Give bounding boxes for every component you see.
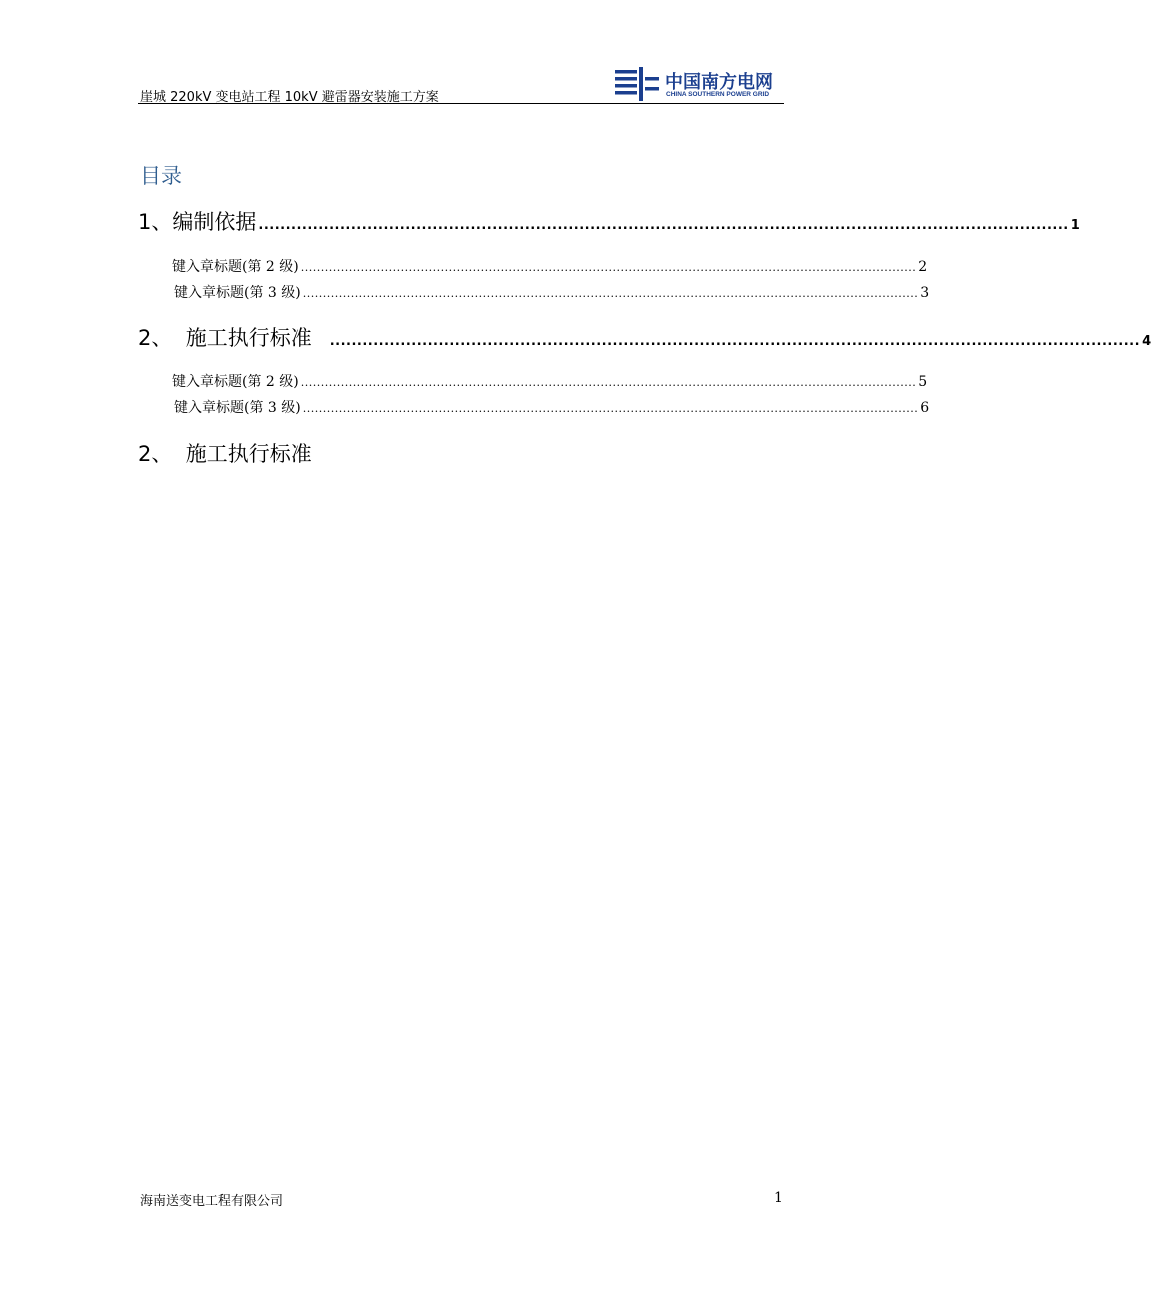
document-title: 崖城 220kV 变电站工程 10kV 避雷器安装施工方案 [140, 90, 439, 105]
toc-entry-page: 1 [1070, 218, 1080, 233]
toc-entry-page: 4 [1142, 334, 1151, 349]
header-divider [138, 103, 784, 104]
section-heading: 2、 施工执行标准 [138, 442, 312, 466]
toc-entry-label: 键入章标题(第 2 级) [172, 374, 299, 390]
toc-entry-level3[interactable] [174, 397, 930, 417]
toc-leader-dots: .......................................................................................................................................................... [300, 376, 917, 389]
toc-entry-label: 键入章标题(第 2 级) [172, 259, 299, 275]
toc-entry-label: 键入章标题(第 3 级) [174, 285, 301, 301]
toc-entry-level1[interactable] [138, 206, 1080, 236]
csg-logo-icon [615, 65, 661, 103]
logo-name-en: CHINA SOUTHERN POWER GRID [666, 91, 770, 98]
footer-page-number: 1 [774, 1190, 783, 1206]
toc-leader-dots: .......................................................................................................................................................... [302, 287, 919, 300]
toc-entry-label: 2、 施工执行标准 [138, 326, 312, 350]
toc-entry-level2[interactable] [172, 256, 928, 276]
toc-leader-dots: ..................................................................................................................................................... [329, 334, 1141, 349]
toc-entry-page: 5 [918, 374, 928, 390]
toc-title: 目录 [140, 164, 182, 188]
toc-entry-page: 3 [920, 285, 930, 301]
toc-entry-level3[interactable] [174, 282, 930, 302]
toc-entry-page: 6 [920, 400, 930, 416]
toc-entry-label: 1、编制依据 [138, 210, 257, 234]
company-logo [615, 65, 787, 103]
toc-entry-label: 键入章标题(第 3 级) [174, 400, 301, 416]
toc-leader-dots: .......................................................................................................................................................... [300, 261, 917, 274]
toc-leader-dots: ..................................................................................................................................................... [258, 218, 1069, 233]
toc-leader-dots: .......................................................................................................................................................... [302, 402, 919, 415]
toc-entry-level1[interactable] [138, 322, 1151, 352]
logo-name-cn: 中国南方电网 [665, 72, 773, 93]
toc-entry-level2[interactable] [172, 371, 928, 391]
toc-entry-page: 2 [918, 259, 928, 275]
footer-company: 海南送变电工程有限公司 [140, 1194, 284, 1209]
